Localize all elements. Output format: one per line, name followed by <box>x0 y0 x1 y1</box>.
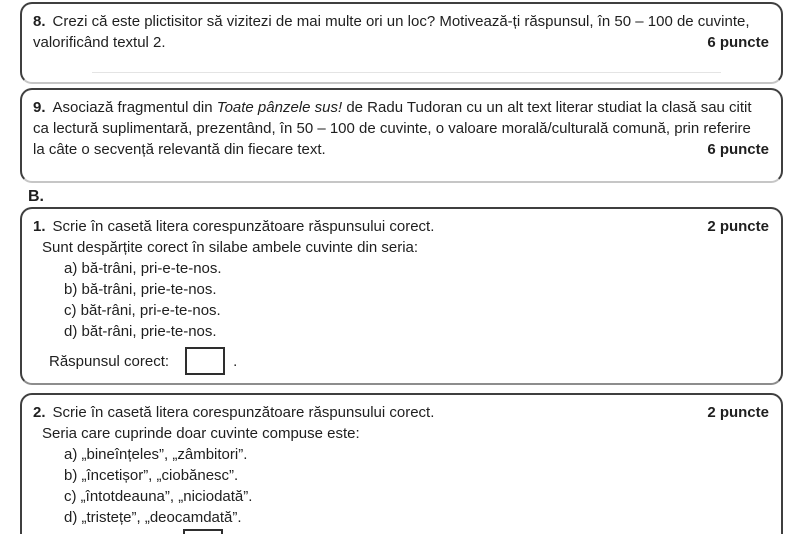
question-b1-answer-box <box>185 347 225 375</box>
question-b2-box <box>20 393 783 534</box>
question-9-text-suffix: de Radu Tudoran cu un alt text literar studiat la clasă sau citit <box>342 99 752 116</box>
question-9-text-3: la câte o secvență relevantă din fiecare text. <box>33 141 326 158</box>
question-8-text-1: Crezi că este plictisitor să vizitezi de mai multe ori un loc? Motivează-ți răspunsul, în 50 – 100 de cuvinte, <box>52 13 750 30</box>
question-9-number: 9. <box>33 99 46 116</box>
question-b1-option-d: d) băt-râni, prie-te-nos. <box>64 323 217 340</box>
question-9-line-2 <box>33 118 769 139</box>
question-9-book-title: Toate pânzele sus! <box>216 99 343 116</box>
question-9-box <box>20 88 783 183</box>
question-b1-option-b: b) bă-trâni, prie-te-nos. <box>64 281 217 298</box>
question-b2-points: 2 puncte <box>707 404 769 421</box>
question-b2-stem: Seria care cuprinde doar cuvinte compuse este: <box>42 425 360 442</box>
question-9-line-1 <box>33 97 769 118</box>
question-8-points: 6 puncte <box>707 34 769 51</box>
question-b1-box <box>20 207 783 385</box>
question-b1-stem: Sunt despărțite corect în silabe ambele cuvinte din seria: <box>42 239 419 256</box>
question-9-text-2: ca lectură suplimentară, prezentând, în 50 – 100 de cuvinte, o valoare morală/culturală comună, prin referire <box>33 120 751 137</box>
question-b2-option-b: b) „încetișor”, „ciobănesc”. <box>64 467 239 484</box>
question-b1-points: 2 puncte <box>707 218 769 235</box>
question-9-text-prefix: Asociază fragmentul din <box>52 99 217 116</box>
question-b1-answer-row <box>49 346 769 376</box>
question-b2-option-c: c) „întotdeauna”, „niciodată”. <box>64 488 253 505</box>
question-b2-option-a: a) „bineînțeles”, „zâmbitori”. <box>64 446 248 463</box>
question-8-line-1 <box>33 11 769 32</box>
question-b1-line-1 <box>33 216 769 237</box>
question-b1-instruction: Scrie în casetă litera corespunzătoare răspunsului corect. <box>52 218 435 235</box>
question-b1-answer-period: . <box>233 352 238 370</box>
scan-artifact-line <box>92 72 721 73</box>
question-b1-number: 1. <box>33 218 46 235</box>
question-8-number: 8. <box>33 13 46 30</box>
question-9-line-3 <box>33 139 769 160</box>
question-b2-answer-box <box>183 529 223 534</box>
question-b1-option-a: a) bă-trâni, pri-e-te-nos. <box>64 260 222 277</box>
question-b2-instruction: Scrie în casetă litera corespunzătoare răspunsului corect. <box>52 404 435 421</box>
question-b2-number: 2. <box>33 404 46 421</box>
question-9-points: 6 puncte <box>707 141 769 158</box>
question-b2-line-1 <box>33 402 769 423</box>
question-8-line-2 <box>33 32 769 53</box>
question-b1-option-c: c) băt-râni, pri-e-te-nos. <box>64 302 221 319</box>
question-b1-answer-label: Răspunsul corect: <box>49 352 170 370</box>
question-b2-option-d: d) „tristețe”, „deocamdată”. <box>64 509 242 526</box>
section-b-label: B. <box>28 188 44 205</box>
question-8-box <box>20 2 783 84</box>
question-8-text-2: valorificând textul 2. <box>33 34 166 51</box>
